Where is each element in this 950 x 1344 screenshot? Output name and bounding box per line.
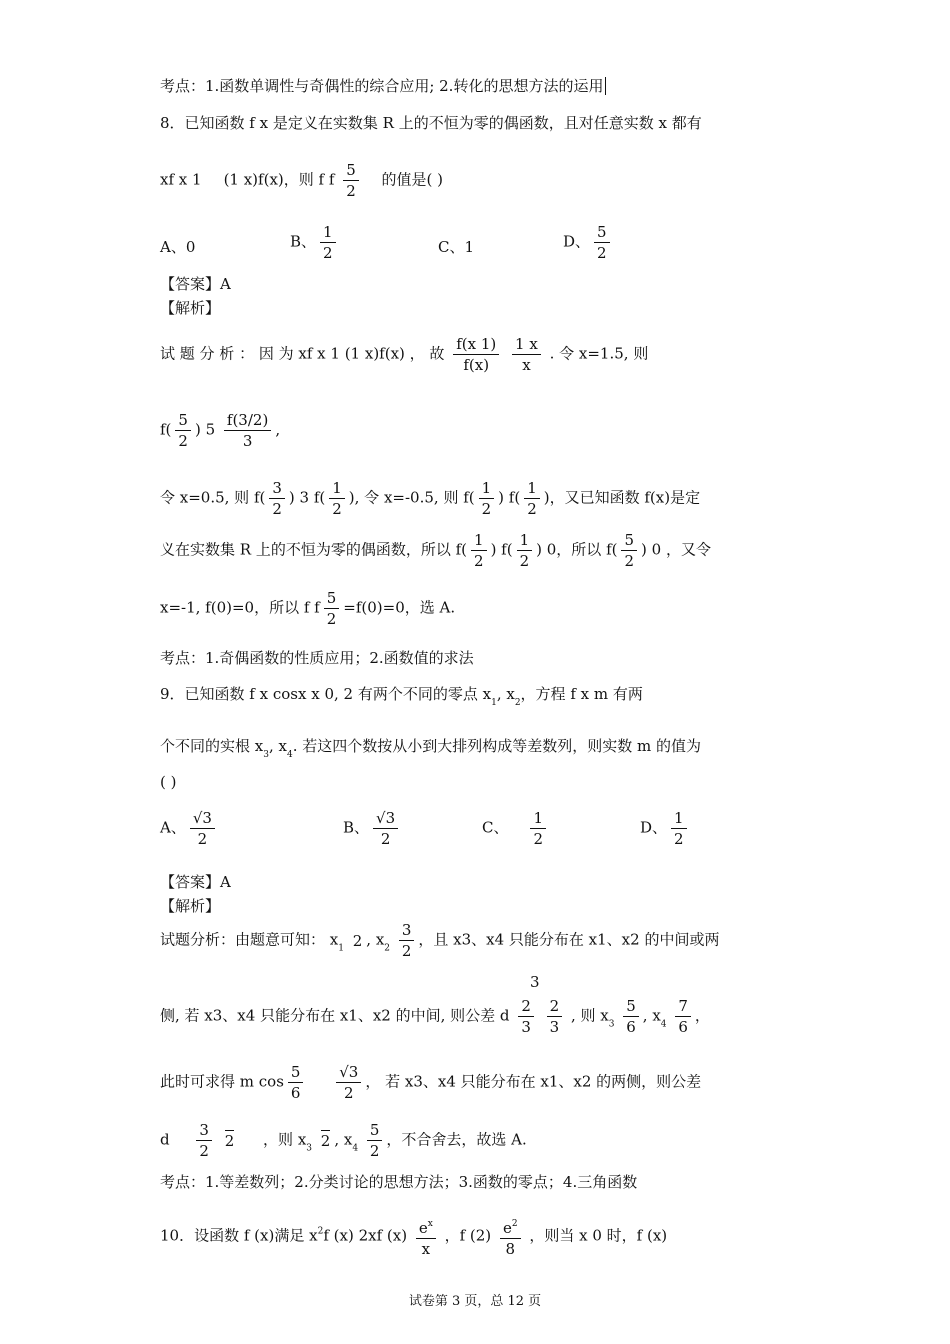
q8-equation: xf x 1 (1 x)f(x)，则 f f $\frac{5}{2}$ 的值是( )	[160, 161, 443, 200]
q9-option-d: D、 $\frac{1}{2}$	[640, 808, 691, 849]
q9-analysis-label: 【解析】	[160, 897, 221, 915]
q9-analysis-4: d $\frac{3}{2}$ 2 ，则 $x_3$ 2 , $x_4$ $\frac{5}{2}$ ，不合舍去，故选 A.	[160, 1121, 527, 1160]
kaodian-9: 考点：1.等差数列；2.分类讨论的思想方法；3.函数的零点；4.三角函数	[160, 1173, 638, 1191]
q9-analysis-2: 侧, 若 x3、x4 只能分布在 x1、x2 的中间, 则公差 d $\frac{2}{3}$ $\frac{2}{3}$ , 则 $x_3$ $\frac{5}{6}$ , $x_4$ $\frac{7}{6}$ ，	[160, 997, 710, 1036]
q9-analysis-3: 此时可求得 m cos $\frac{5}{6}$ $\frac{√3}{2}$ ， 若 x3、x4 只能分布在 x1、x2 的两侧，则公差	[160, 1063, 702, 1102]
q9-stem-2: 个不同的实根 $x_3$, $x_4$. 若这四个数按从小到大排列构成等差数列，则实数 m 的值为	[160, 737, 702, 760]
text-cursor	[605, 77, 606, 95]
q8-analysis-5: x=-1, f(0)=0，所以 f f $\frac{5}{2}$ =f(0)=0，选 A.	[160, 589, 456, 628]
kaodian-7: 考点：1.函数单调性与奇偶性的综合应用; 2.转化的思想方法的运用	[160, 76, 606, 96]
q8-analysis-3: 令 x=0.5, 则 f( $\frac{3}{2}$ ) 3 f( $\frac{1}{2}$ ), 令 x=-0.5, 则 f( $\frac{1}{2}$ ) f( $\frac{1}{2}$ )，又已知函数 f(x)是定	[160, 479, 701, 518]
q9-analysis-2-top: 3	[530, 973, 540, 991]
kaodian-8: 考点：1.奇偶函数的性质应用；2.函数值的求法	[160, 649, 474, 667]
fraction: $\frac{5}{2}$	[343, 160, 359, 201]
q8-option-c: C、1	[438, 238, 475, 256]
q8-option-a: A、0	[160, 238, 196, 256]
q9-paren: ( )	[160, 773, 177, 791]
q8-answer: 【答案】A	[160, 275, 231, 293]
q9-stem-1: 9．已知函数 f x cosx x 0, 2 有两个不同的零点 $x_1$, $x_2$，方程 f x m 有两	[160, 685, 643, 708]
q10-stem: 10．设函数 f (x)满足 $x^2f$ (x) 2xf (x) $\frac{e^x}{x}$ ，f (2) $\frac{e^2}{8}$ ，则当 x 0 时，f (x)	[160, 1214, 667, 1259]
q8-analysis-2: f( $\frac{5}{2}$ ) 5 $\frac{f(3/2)}{3}$ ,	[160, 411, 281, 450]
page-footer: 试卷第 3 页，总 12 页	[408, 1294, 542, 1309]
q8-analysis-4: 义在实数集 R 上的不恒为零的偶函数，所以 f( $\frac{1}{2}$ ) f( $\frac{1}{2}$ ) 0，所以 f( $\frac{5}{2}$ ) 0 ，又令	[160, 531, 711, 570]
q8-option-b: B、 $\frac{1}{2}$	[290, 222, 340, 263]
q9-option-a: A、 $\frac{√3}{2}$	[160, 808, 219, 849]
q9-analysis-1: 试题分析：由题意可知： $x_1$ 2 , $x_2$ $\frac{3}{2}$ ，且 x3、x4 只能分布在 x1、x2 的中间或两	[160, 921, 720, 960]
q8-analysis-1: 试 题 分 析 ： 因 为 xf x 1 (1 x)f(x) ， 故 $\frac{f(x 1)}{f(x)}$ $\frac{1 x}{x}$ . 令 x=1.5, 则	[160, 335, 649, 374]
q9-option-c: C、 $\frac{1}{2}$	[482, 808, 550, 849]
q9-option-b: B、 $\frac{√3}{2}$	[343, 808, 402, 849]
q8-analysis-label: 【解析】	[160, 299, 221, 317]
q8-stem: 8．已知函数 f x 是定义在实数集 R 上的不恒为零的偶函数，且对任意实数 x 都有	[160, 114, 702, 132]
q9-answer: 【答案】A	[160, 873, 231, 891]
q8-option-d: D、 $\frac{5}{2}$	[563, 222, 614, 263]
